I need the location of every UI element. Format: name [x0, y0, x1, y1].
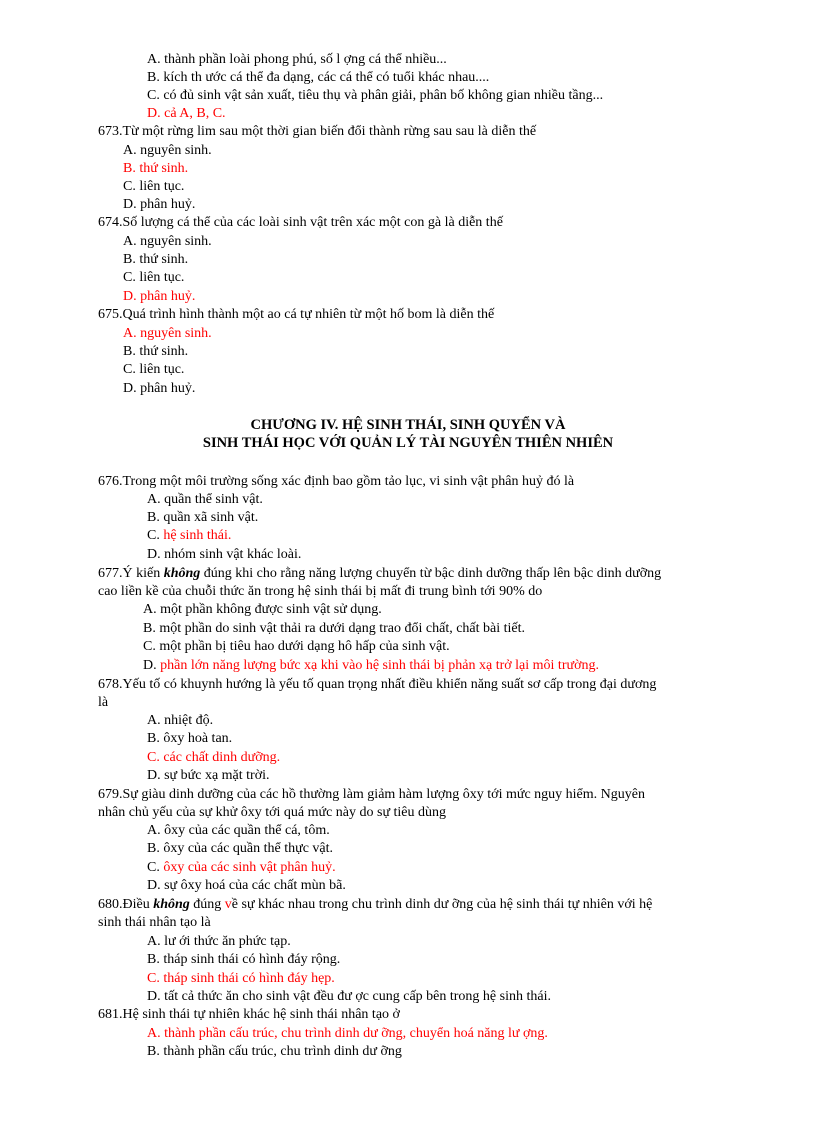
q678-option-c-answer: C. các chất dinh dưỡng. [147, 750, 281, 765]
q673-option-c: C. liên tục. [123, 179, 185, 194]
q680-stem-line-2: sinh thái nhân tạo là [98, 915, 211, 930]
q675-option-c: C. liên tục. [123, 362, 185, 377]
q676-option-b: B. quần xã sinh vật. [147, 510, 259, 525]
q677-stem-emphasis: không [163, 566, 201, 581]
q677-option-b: B. một phần do sinh vật thải ra dưới dạng trao đổi chất, chất bài tiết. [143, 621, 526, 636]
q676-option-c-answer: hệ sinh thái. [163, 528, 232, 543]
q680-stem-red-letter: v [224, 897, 232, 912]
q676-option-c [147, 527, 231, 545]
chapter-title-line-2: SINH THÁI HỌC VỚI QUẢN LÝ TÀI NGUYÊN THIÊN NHIÊN [202, 435, 614, 451]
q676-option-d: D. nhóm sinh vật khác loài. [147, 547, 302, 562]
q677-stem [98, 565, 661, 583]
q674-option-d-answer: D. phân huỷ. [123, 289, 196, 304]
prev-option-c: C. có đủ sinh vật sản xuất, tiêu thụ và phân giải, phân bố không gian nhiều tầng... [147, 88, 604, 103]
q673-option-b-answer: B. thứ sinh. [123, 161, 189, 176]
q678-option-a: A. nhiệt độ. [147, 713, 214, 728]
q677-option-d [143, 657, 599, 675]
q680-stem-emphasis: không [153, 897, 190, 912]
prev-option-d-answer: D. cả A, B, C. [147, 106, 226, 121]
q679-option-b: B. ôxy của các quần thể thực vật. [147, 841, 334, 856]
q677-option-d-answer: phần lớn năng lượng bức xạ khi vào hệ sinh thái bị phản xạ trở lại môi trường. [160, 658, 599, 673]
q675-option-a-answer: A. nguyên sinh. [123, 326, 212, 341]
q680-option-d: D. tất cả thức ăn cho sinh vật đều đư ợc cung cấp bên trong hệ sinh thái. [147, 989, 551, 1004]
q679-option-c [147, 859, 336, 877]
q673-option-a: A. nguyên sinh. [123, 143, 212, 158]
q674-option-a: A. nguyên sinh. [123, 234, 212, 249]
q680-stem-post: ề sự khác nhau trong chu trình dinh dư ỡng của hệ sinh thái tự nhiên với hệ [231, 897, 653, 912]
q679-stem-line-2: nhân chủ yếu của sự khử ôxy tới quá mức này do sự tiêu dùng [98, 805, 447, 820]
q681-option-b: B. thành phần cấu trúc, chu trình dinh dư ỡng [147, 1044, 402, 1059]
q675-stem: 675.Quá trình hình thành một ao cá tự nhiên từ một hố bom là diễn thế [98, 307, 495, 322]
q675-option-b: B. thứ sinh. [123, 344, 189, 359]
q676-option-c-label: C. [147, 528, 164, 543]
q681-option-a-answer: A. thành phần cấu trúc, chu trình dinh dư ỡng, chuyển hoá năng lư ợng. [147, 1026, 548, 1041]
q679-option-c-answer: ôxy của các sinh vật phân huỷ. [163, 860, 336, 875]
q678-option-d: D. sự bức xạ mặt trời. [147, 768, 270, 783]
q680-stem [98, 896, 652, 914]
q676-option-a: A. quần thể sinh vật. [147, 492, 263, 507]
q678-option-b: B. ôxy hoà tan. [147, 731, 233, 746]
q680-stem-pre: 680.Điều [98, 897, 154, 912]
q674-option-b: B. thứ sinh. [123, 252, 189, 267]
prev-option-a: A. thành phần loài phong phú, số l ợng cá thể nhiều... [147, 52, 447, 67]
q679-option-d: D. sự ôxy hoá của các chất mùn bã. [147, 878, 346, 893]
q673-stem: 673.Từ một rừng lim sau một thời gian biến đổi thành rừng sau sau là diễn thế [98, 124, 537, 139]
q676-stem: 676.Trong một môi trường sống xác định bao gồm tảo lục, vi sinh vật phân huỷ đó là [98, 474, 575, 489]
q677-option-d-label: D. [143, 658, 161, 673]
q678-stem: 678.Yếu tố có khuynh hướng là yếu tố quan trọng nhất điều khiển năng suất sơ cấp trong đại dương [98, 677, 657, 692]
q677-stem-line-2: cao liền kề của chuỗi thức ăn trong hệ sinh thái bị mất đi trung bình tới 90% do [98, 584, 543, 599]
q680-option-c-answer: C. tháp sinh thái có hình đáy hẹp. [147, 971, 335, 986]
q675-option-d: D. phân huỷ. [123, 381, 196, 396]
q681-stem: 681.Hệ sinh thái tự nhiên khác hệ sinh thái nhân tạo ở [98, 1007, 400, 1022]
q677-stem-post: đúng khi cho rằng năng lượng chuyển từ bậc dinh dưỡng thấp lên bậc dinh dưỡng [200, 566, 662, 581]
q677-option-c: C. một phần bị tiêu hao dưới dạng hô hấp của sinh vật. [143, 639, 450, 654]
q673-option-d: D. phân huỷ. [123, 197, 196, 212]
q679-option-c-label: C. [147, 860, 164, 875]
q678-stem-line-2: là [98, 695, 109, 710]
q677-stem-pre: 677.Ý kiến [98, 566, 164, 581]
q679-stem: 679.Sự giàu dinh dưỡng của các hồ thường làm giảm hàm lượng ôxy tới mức nguy hiểm. Nguyên [98, 787, 645, 802]
q679-option-a: A. ôxy của các quần thể cá, tôm. [147, 823, 330, 838]
q680-option-a: A. lư ới thức ăn phức tạp. [147, 934, 291, 949]
chapter-title-line-1: CHƯƠNG IV. HỆ SINH THÁI, SINH QUYỂN VÀ [250, 417, 566, 433]
q677-option-a: A. một phần không được sinh vật sử dụng. [143, 602, 382, 617]
q674-stem: 674.Số lượng cá thể của các loài sinh vật trên xác một con gà là diễn thế [98, 215, 503, 230]
q680-stem-mid: đúng [189, 897, 225, 912]
q674-option-c: C. liên tục. [123, 270, 185, 285]
prev-option-b: B. kích th ước cá thể đa dạng, các cá thể có tuổi khác nhau.... [147, 70, 490, 85]
q680-option-b: B. tháp sinh thái có hình đáy rộng. [147, 952, 341, 967]
